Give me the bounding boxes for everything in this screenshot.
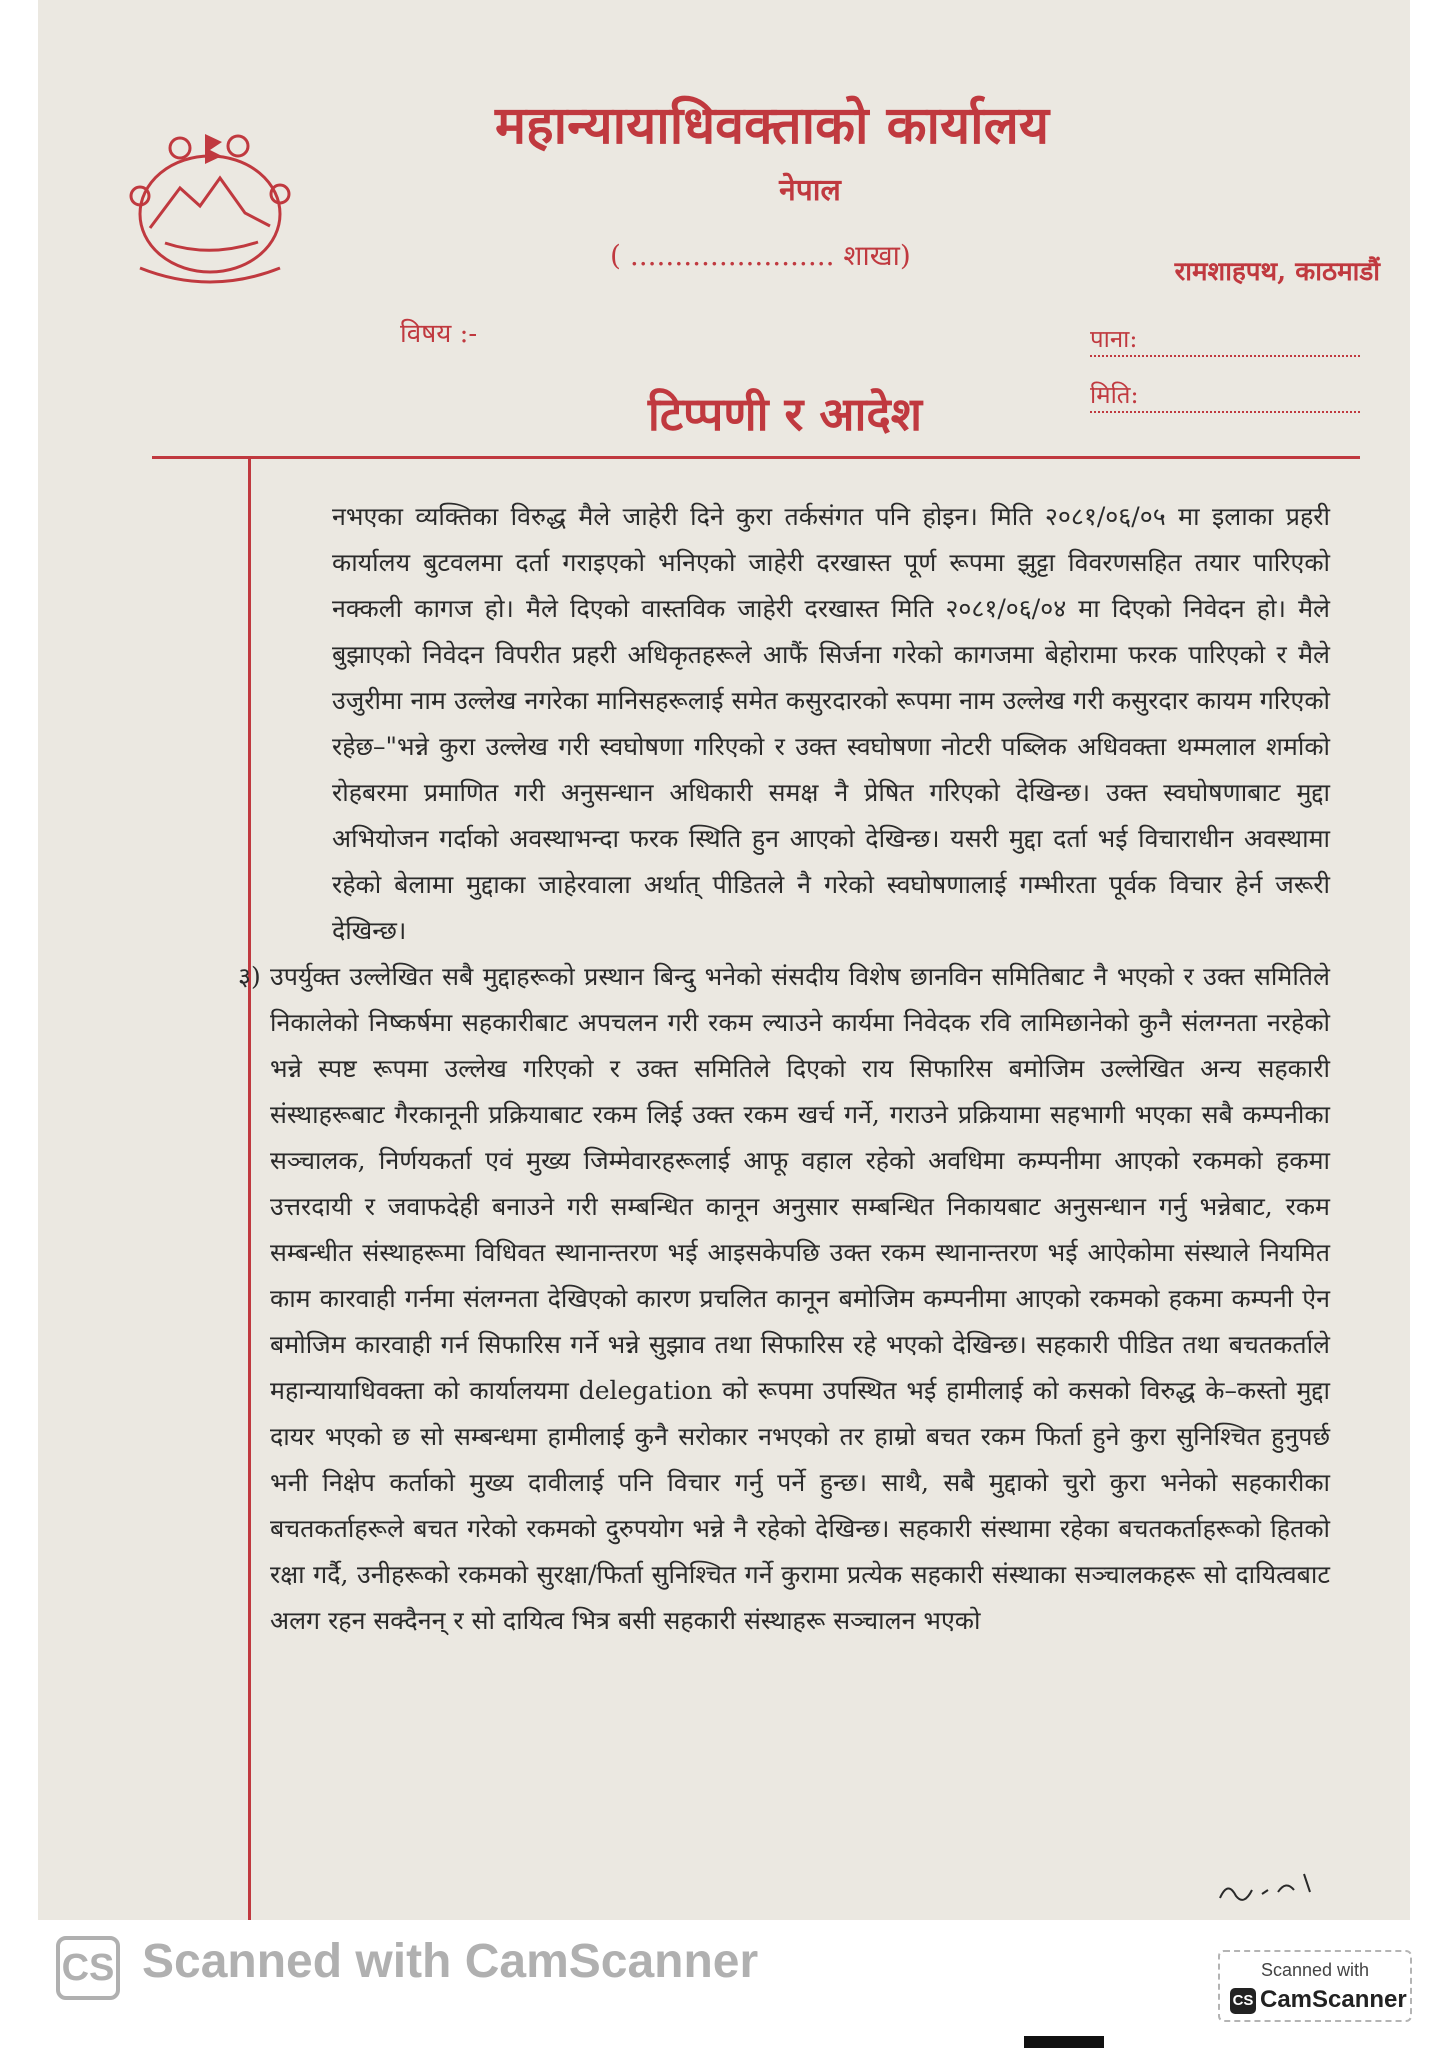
paragraph-1: नभएका व्यक्तिका विरुद्ध मैले जाहेरी दिने कुरा तर्कसंगत पनि होइन। मिति २०८१/०६/०५ मा इलाका प्रहरी कार्यालय बुटवलमा दर्ता गराइएको भनिएको जाहेरी दरखास्त पूर्ण रूपमा झुट्टा विवरणसहित तयार पारिएको नक्कली कागज हो। मैले दिएको वास्तविक जाहेरी दरखास्त मिति २०८१/०६/०४ मा दिएको निवेदन हो। मैले बुझाएको निवेदन विपरीत प्रहरी अधिकृतहरूले आफैं सिर्जना गरेको कागजमा बेहोरामा फरक पारिएको र मैले उजुरीमा नाम उल्लेख नगरेका मानिसहरूलाई समेत कसुरदारको रूपमा नाम उल्लेख गरी कसुरदार कायम गरिएको रहेछ–"भन्ने कुरा उल्लेख गरी स्वघोषणा गरिएको र उक्त स्वघोषणा नोटरी पब्लिक अधिवक्ता थम्मलाल शर्माको रोहबरमा प्रमाणित गरी अनुसन्धान अधिकारी समक्ष नै प्रेषित गरिएको देखिन्छ। उक्त स्वघोषणाबाट मुद्दा अभियोजन गर्दाको अवस्थाभन्दा फरक स्थिति हुन आएको देखिन्छ। यसरी मुद्दा दर्ता भई विचाराधीन अवस्थामा रहेको बेलामा मुद्दाका जाहेरवाला अर्थात् पीडितले नै गरेको स्वघोषणालाई गम्भीरता पूर्वक विचार हेर्न जरूरी देखिन्छ। xyxy=(332,502,1330,945)
camscanner-logo-text: CS xyxy=(61,1947,115,1989)
country-name: नेपाल xyxy=(779,173,841,208)
office-address: रामशाहपथ, काठमाडौं xyxy=(1174,257,1380,287)
nepal-emblem-seal xyxy=(110,118,310,298)
badge-caption: Scanned with xyxy=(1260,1960,1370,1980)
item-number: ३) xyxy=(238,962,261,991)
branch-field: ( ....................... शाखा) xyxy=(610,239,911,272)
camscanner-logo-icon xyxy=(56,1936,120,2000)
subject-label: विषय :- xyxy=(400,319,478,349)
handwritten-initials xyxy=(1210,1860,1330,1910)
camscanner-badge xyxy=(1218,1950,1412,2022)
badge-brand-name: CamScanner xyxy=(1260,1986,1407,2013)
numbered-item-3 xyxy=(238,954,1330,1644)
header-rule xyxy=(152,456,1360,459)
document-heading: टिप्पणी र आदेश xyxy=(647,387,923,441)
margin-rule xyxy=(248,456,251,1920)
document-body xyxy=(238,494,1330,1644)
date-field: मिति: xyxy=(1090,378,1360,413)
bottom-edge-strip xyxy=(1024,2036,1104,2048)
scanned-watermark: Scanned with CamScanner xyxy=(142,1935,759,1988)
office-title: महान्यायाधिवक्ताको कार्यालय xyxy=(494,95,1050,156)
page-number-field: पाना: xyxy=(1090,322,1360,357)
paragraph-2: उपर्युक्त उल्लेखित सबै मुद्दाहरूको प्रस्थान बिन्दु भनेको संसदीय विशेष छानविन समितिबाट नै भएको र उक्त समितिले निकालेको निष्कर्षमा सहकारीबाट अपचलन गरी रकम ल्याउने कार्यमा निवेदक रवि लामिछानेको कुनै संलग्नता नरहेको भन्ने स्पष्ट रूपमा उल्लेख गरिएको र उक्त समितिले दिएको राय सिफारिस बमोजिम उल्लेखित अन्य सहकारी संस्थाहरूबाट गैरकानूनी प्रक्रियाबाट रकम लिई उक्त रकम खर्च गर्ने, गराउने प्रक्रियामा सहभागी भएका सबै कम्पनीका सञ्चालक, निर्णयकर्ता एवं मुख्य जिम्मेवारहरूलाई आफू वहाल रहेको अवधिमा कम्पनीमा आएको रकमको हकमा उत्तरदायी र जवाफदेही बनाउने गरी सम्बन्धित कानून अनुसार सम्बन्धित निकायबाट अनुसन्धान गर्नु भन्नेबाट, रकम सम्बन्धीत संस्थाहरूमा विधिवत स्थानान्तरण भई आइसकेपछि उक्त रकम स्थानान्तरण भई आऐकोमा संस्थाले नियमित काम कारवाही गर्नमा संलग्नता देखिएको कारण प्रचलित कानून बमोजिम कम्पनीमा आएको रकमको हकमा कम्पनी ऐन बमोजिम कारवाही गर्न सिफारिस गर्ने भन्ने सुझाव तथा सिफारिस रहे भएको देखिन्छ। सहकारी पीडित तथा बचतकर्ताले महान्यायाधिवक्ता को कार्यालयमा delegation को रूपमा उपस्थित भई हामीलाई को कसको विरुद्ध के–कस्तो मुद्दा दायर भएको छ सो सम्बन्धमा हामीलाई कुनै सरोकार नभएको तर हाम्रो बचत रकम फिर्ता हुने कुरा सुनिश्चित हुनुपर्छ भनी निक्षेप कर्ताको मुख्य दावीलाई पनि विचार गर्नु पर्ने हुन्छ। साथै, सबै मुद्दाको चुरो कुरा भनेको सहकारीका बचतकर्ताहरूले बचत गरेको रकमको दुरुपयोग भन्ने नै रहेको देखिन्छ। सहकारी संस्थामा रहेका बचतकर्ताहरूको हितको रक्षा गर्दै, उनीहरूको रकमको सुरक्षा/फिर्ता सुनिश्चित गर्ने कुरामा प्रत्येक सहकारी संस्थाका सञ्चालकहरू सो दायित्वबाट अलग रहन सक्दैनन् र सो दायित्व भित्र बसी सहकारी संस्थाहरू सञ्चालन भएको xyxy=(270,962,1330,1635)
camscanner-badge-icon: CS xyxy=(1230,1988,1256,2014)
